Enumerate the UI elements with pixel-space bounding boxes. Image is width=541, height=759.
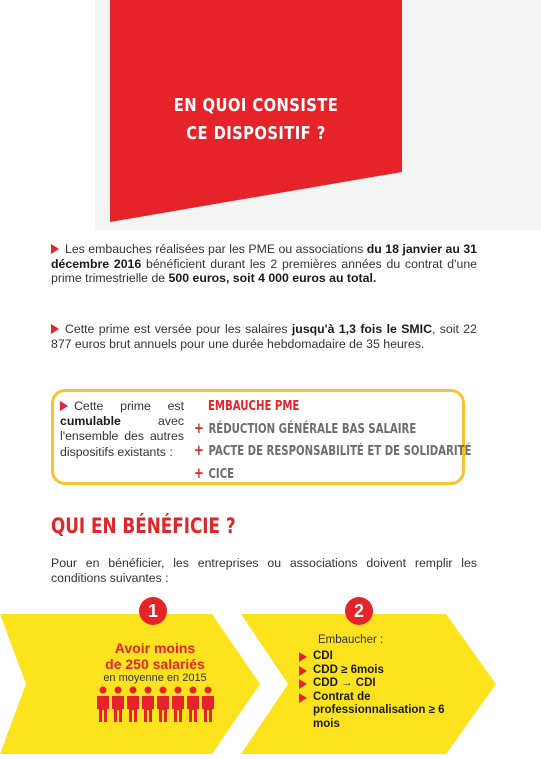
banner-title-line-1: EN QUOI CONSISTE xyxy=(173,95,339,116)
para1-text-1: Les embauches réalisées par les PME ou associations xyxy=(65,242,367,256)
section-heading: QUI EN BÉNÉFICIE ? xyxy=(51,514,236,538)
banner-title xyxy=(136,92,375,148)
para1-amount: 500 euros, soit 4 000 euros au total. xyxy=(168,271,377,285)
person-icon xyxy=(202,687,214,723)
para2-text-2: , soit 22 877 euros brut annuels pour une durée hebdomadaire de 35 heures. xyxy=(51,322,477,351)
cumul-bold: cumulable xyxy=(60,414,121,429)
person-icon xyxy=(142,687,154,723)
bullet-arrow-icon xyxy=(299,652,307,662)
bullet-arrow-icon xyxy=(299,693,307,703)
condition-1-title xyxy=(65,640,245,672)
people-icon xyxy=(95,686,219,724)
person-icon xyxy=(97,687,109,723)
para2-text-1: Cette prime est versée pour les salaires xyxy=(65,322,292,336)
cumul-item-label: PACTE DE RESPONSABILITÉ ET DE SOLIDARITÉ xyxy=(208,444,472,459)
condition-2-item xyxy=(299,691,469,732)
cumul-item xyxy=(194,463,405,486)
paragraph-salaire xyxy=(51,322,477,351)
condition-2-item xyxy=(299,677,469,691)
badge-1: 1 xyxy=(139,597,167,625)
cumulable-list xyxy=(194,396,472,485)
badge-2: 2 xyxy=(345,597,373,625)
bullet-arrow-icon xyxy=(51,324,59,334)
bullet-arrow-icon xyxy=(299,666,307,676)
cumul-item xyxy=(194,418,417,441)
plus-icon: + xyxy=(194,463,204,482)
condition-2-item xyxy=(299,650,469,664)
condition-2-item-label: CDI xyxy=(313,650,333,662)
condition-2-intro: Embaucher : xyxy=(318,634,384,646)
bullet-arrow-icon xyxy=(60,401,68,411)
paragraph-embauches xyxy=(51,242,477,286)
condition-2-item-label: CDD ≥ 6mois xyxy=(313,663,384,676)
bullet-arrow-icon xyxy=(51,244,59,254)
cumulable-text xyxy=(60,399,184,460)
plus-icon: + xyxy=(194,418,204,437)
cumul-item-label: CICE xyxy=(208,466,235,482)
paragraph-conditions: Pour en bénéficier, les entreprises ou associations doivent remplir les conditions suivantes : xyxy=(51,556,477,585)
condition-1-subtitle: en moyenne en 2015 xyxy=(103,672,207,684)
condition-2-item-label: CDD → CDI xyxy=(313,677,376,689)
banner-title-line-2: CE DISPOSITIF ? xyxy=(186,123,326,144)
person-icon xyxy=(157,687,169,723)
cumul-item xyxy=(194,440,472,463)
cumul-item-label: RÉDUCTION GÉNÉRALE BAS SALAIRE xyxy=(208,421,417,437)
cumul-item-embauche-pme: EMBAUCHE PME xyxy=(208,399,300,414)
cumul-text-1: Cette prime est xyxy=(74,399,184,413)
person-icon xyxy=(172,687,184,723)
para1-dates: du 18 janvier au 31 décembre 2016 xyxy=(51,242,477,271)
condition-2-item xyxy=(299,664,469,678)
para1-text-2: bénéficient durant les 2 premières années du contrat d'une prime trimestrielle de xyxy=(51,256,477,285)
condition-2-list xyxy=(299,650,469,731)
condition-1-line-1: Avoir moins xyxy=(114,640,196,656)
bullet-arrow-icon xyxy=(299,679,307,689)
para2-smic: jusqu'à 1,3 fois le SMIC xyxy=(291,322,432,336)
cumul-text-2: avec l'ensemble des autres dispositifs existants : xyxy=(60,414,184,459)
condition-2-item-label: Contrat de professionnalisation ≥ 6 mois xyxy=(313,690,445,730)
plus-icon: + xyxy=(194,441,204,459)
person-icon xyxy=(112,687,124,723)
person-icon xyxy=(127,687,139,723)
person-icon xyxy=(187,687,199,723)
condition-1-line-2: de 250 salariés xyxy=(105,656,205,672)
